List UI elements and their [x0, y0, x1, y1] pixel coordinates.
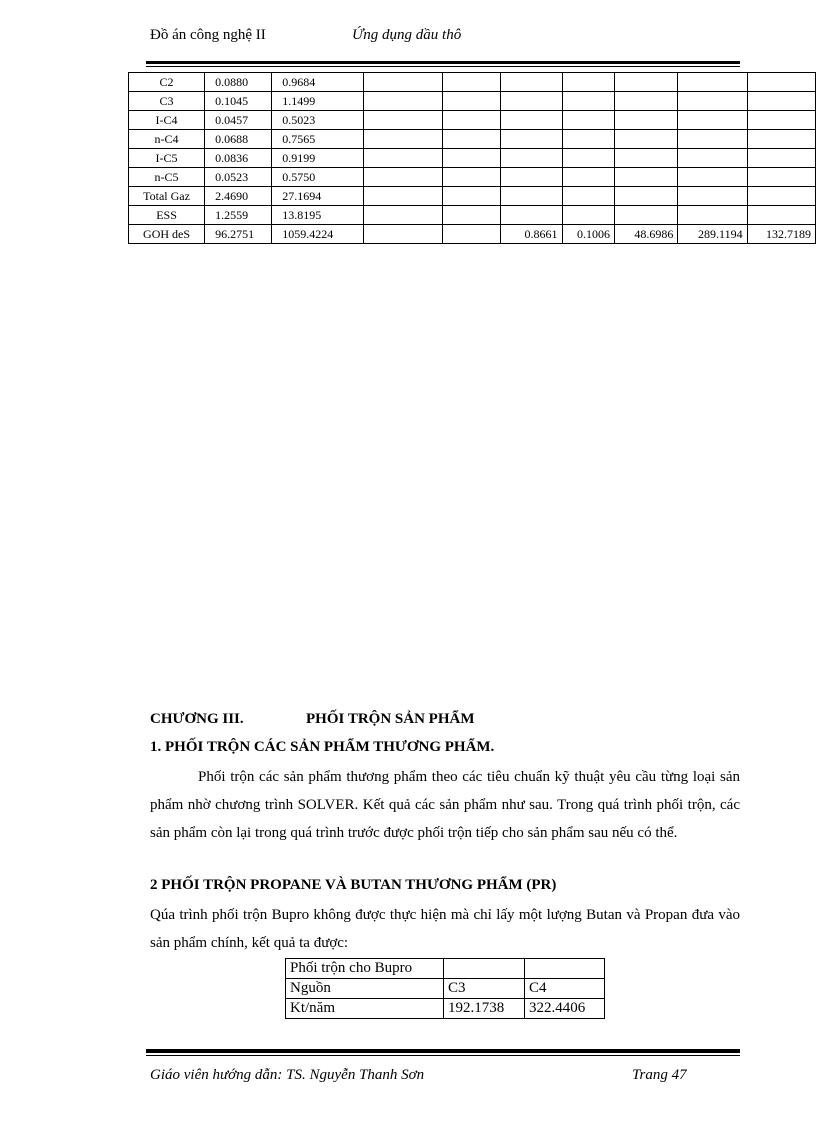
- table-cell: [442, 130, 501, 149]
- table-cell: [562, 111, 615, 130]
- footer-advisor: Giáo viên hướng dẫn: TS. Nguyễn Thanh Sơn: [150, 1067, 425, 1083]
- table-cell: [747, 111, 815, 130]
- table-cell: 1.1499: [272, 92, 364, 111]
- table-cell: [442, 168, 501, 187]
- table-cell: 48.6986: [615, 225, 678, 244]
- table-row: [286, 979, 605, 999]
- table-cell: Kt/năm: [286, 999, 444, 1019]
- table-cell: [501, 73, 562, 92]
- table-cell: 0.0457: [205, 111, 272, 130]
- table-cell: [363, 92, 442, 111]
- table-cell: [678, 206, 747, 225]
- table-cell: [615, 168, 678, 187]
- table-cell: 0.5023: [272, 111, 364, 130]
- table-cell: n-C5: [129, 168, 205, 187]
- table-cell: [501, 187, 562, 206]
- table-cell: 0.0836: [205, 149, 272, 168]
- table-cell: [363, 206, 442, 225]
- table-cell: [442, 187, 501, 206]
- table-cell: [615, 130, 678, 149]
- table-cell: [442, 206, 501, 225]
- table-row: [129, 130, 816, 149]
- table-cell: [562, 187, 615, 206]
- table-cell: 0.1006: [562, 225, 615, 244]
- table-cell: Phối trộn cho Bupro: [286, 959, 444, 979]
- table-row: [286, 999, 605, 1019]
- table-cell: n-C4: [129, 130, 205, 149]
- table-cell: [501, 168, 562, 187]
- table-cell: [501, 111, 562, 130]
- table-cell: 192.1738: [444, 999, 525, 1019]
- header-rule-thin: [146, 66, 740, 67]
- table-cell: 289.1194: [678, 225, 747, 244]
- table-cell: [444, 959, 525, 979]
- table-cell: [442, 92, 501, 111]
- table-cell: [678, 130, 747, 149]
- table-cell: [747, 92, 815, 111]
- table-cell: [363, 111, 442, 130]
- chapter-number: CHƯƠNG III.: [150, 711, 244, 727]
- footer-rule-thin: [146, 1055, 740, 1056]
- table-cell: [525, 959, 605, 979]
- table-cell: 1059.4224: [272, 225, 364, 244]
- table-cell: [678, 92, 747, 111]
- chapter-title: PHỐI TRỘN SẢN PHẨM: [306, 711, 475, 727]
- results-table: [128, 72, 816, 244]
- table-cell: [747, 73, 815, 92]
- table-cell: [747, 149, 815, 168]
- table-cell: [678, 187, 747, 206]
- table-row: [286, 959, 605, 979]
- footer-rule-thick: [146, 1049, 740, 1053]
- section2-heading: 2 PHỐI TRỘN PROPANE VÀ BUTAN THƯƠNG PHẨM (PR): [150, 877, 557, 893]
- table-cell: I-C4: [129, 111, 205, 130]
- table-cell: 0.0523: [205, 168, 272, 187]
- table-cell: [747, 187, 815, 206]
- table-cell: [442, 225, 501, 244]
- table-row: [129, 111, 816, 130]
- table-cell: [747, 206, 815, 225]
- section2-paragraph: Qúa trình phối trộn Bupro không được thực hiện mà chỉ lấy một lượng Butan và Propan đưa vào sản phẩm chính, kết quả ta được:: [150, 907, 740, 951]
- table-cell: C4: [525, 979, 605, 999]
- table-cell: [562, 130, 615, 149]
- table-cell: 132.7189: [747, 225, 815, 244]
- section1-heading: 1. PHỐI TRỘN CÁC SẢN PHẨM THƯƠNG PHẨM.: [150, 739, 495, 755]
- table-cell: [363, 187, 442, 206]
- table-cell: 2.4690: [205, 187, 272, 206]
- table-cell: [363, 73, 442, 92]
- table-cell: [562, 149, 615, 168]
- table-cell: 13.8195: [272, 206, 364, 225]
- table-cell: [678, 168, 747, 187]
- table-cell: [562, 206, 615, 225]
- table-row: [129, 168, 816, 187]
- table-cell: 322.4406: [525, 999, 605, 1019]
- table-cell: 0.7565: [272, 130, 364, 149]
- table-row: [129, 225, 816, 244]
- table-cell: [501, 206, 562, 225]
- table-cell: 0.5750: [272, 168, 364, 187]
- chapter-heading: [150, 711, 475, 728]
- table-cell: 27.1694: [272, 187, 364, 206]
- table-cell: [678, 149, 747, 168]
- bupro-table: [285, 958, 605, 1019]
- table-cell: [615, 92, 678, 111]
- table-row: [129, 73, 816, 92]
- table-cell: 0.8661: [501, 225, 562, 244]
- table-cell: [747, 168, 815, 187]
- table-cell: [747, 130, 815, 149]
- table-cell: C3: [444, 979, 525, 999]
- table-cell: 0.9684: [272, 73, 364, 92]
- table-cell: 1.2559: [205, 206, 272, 225]
- table-cell: [501, 149, 562, 168]
- table-row: [129, 92, 816, 111]
- table-cell: [363, 225, 442, 244]
- table-cell: 0.0688: [205, 130, 272, 149]
- table-cell: [442, 73, 501, 92]
- table-cell: [562, 168, 615, 187]
- table-row: [129, 149, 816, 168]
- table-cell: [615, 111, 678, 130]
- table-cell: I-C5: [129, 149, 205, 168]
- table-cell: [363, 168, 442, 187]
- header-title: Ứng dụng dầu thô: [352, 27, 462, 43]
- table-cell: 0.9199: [272, 149, 364, 168]
- section1-paragraph: Phối trộn các sản phẩm thương phẩm theo các tiêu chuẩn kỹ thuật yêu cầu từng loại sản phẩm nhờ chương trình SOLVER. Kết quả các sản phẩm như sau. Trong quá trình phối trộn, các sản phẩm còn lại trong quá trình trước được phối trộn tiếp cho sản phẩm sau nếu có thể.: [150, 769, 740, 841]
- table-cell: [615, 149, 678, 168]
- table-cell: [363, 130, 442, 149]
- table-cell: C2: [129, 73, 205, 92]
- table-cell: C3: [129, 92, 205, 111]
- table-cell: [442, 111, 501, 130]
- footer-page-number: Trang 47: [632, 1067, 687, 1083]
- table-cell: [562, 92, 615, 111]
- header-rule-thick: [146, 61, 740, 64]
- table-cell: [442, 149, 501, 168]
- header-left: Đồ án công nghệ II: [150, 27, 266, 43]
- table-row: [129, 206, 816, 225]
- table-cell: [615, 73, 678, 92]
- table-cell: [501, 92, 562, 111]
- table-cell: [363, 149, 442, 168]
- table-cell: [501, 130, 562, 149]
- table-cell: Nguồn: [286, 979, 444, 999]
- table-cell: [615, 187, 678, 206]
- table-cell: Total Gaz: [129, 187, 205, 206]
- table-cell: [678, 111, 747, 130]
- table-cell: [562, 73, 615, 92]
- table-row: [129, 187, 816, 206]
- table-cell: ESS: [129, 206, 205, 225]
- table-cell: [615, 206, 678, 225]
- table-cell: 96.2751: [205, 225, 272, 244]
- table-cell: 0.0880: [205, 73, 272, 92]
- table-cell: GOH deS: [129, 225, 205, 244]
- table-cell: 0.1045: [205, 92, 272, 111]
- table-cell: [678, 73, 747, 92]
